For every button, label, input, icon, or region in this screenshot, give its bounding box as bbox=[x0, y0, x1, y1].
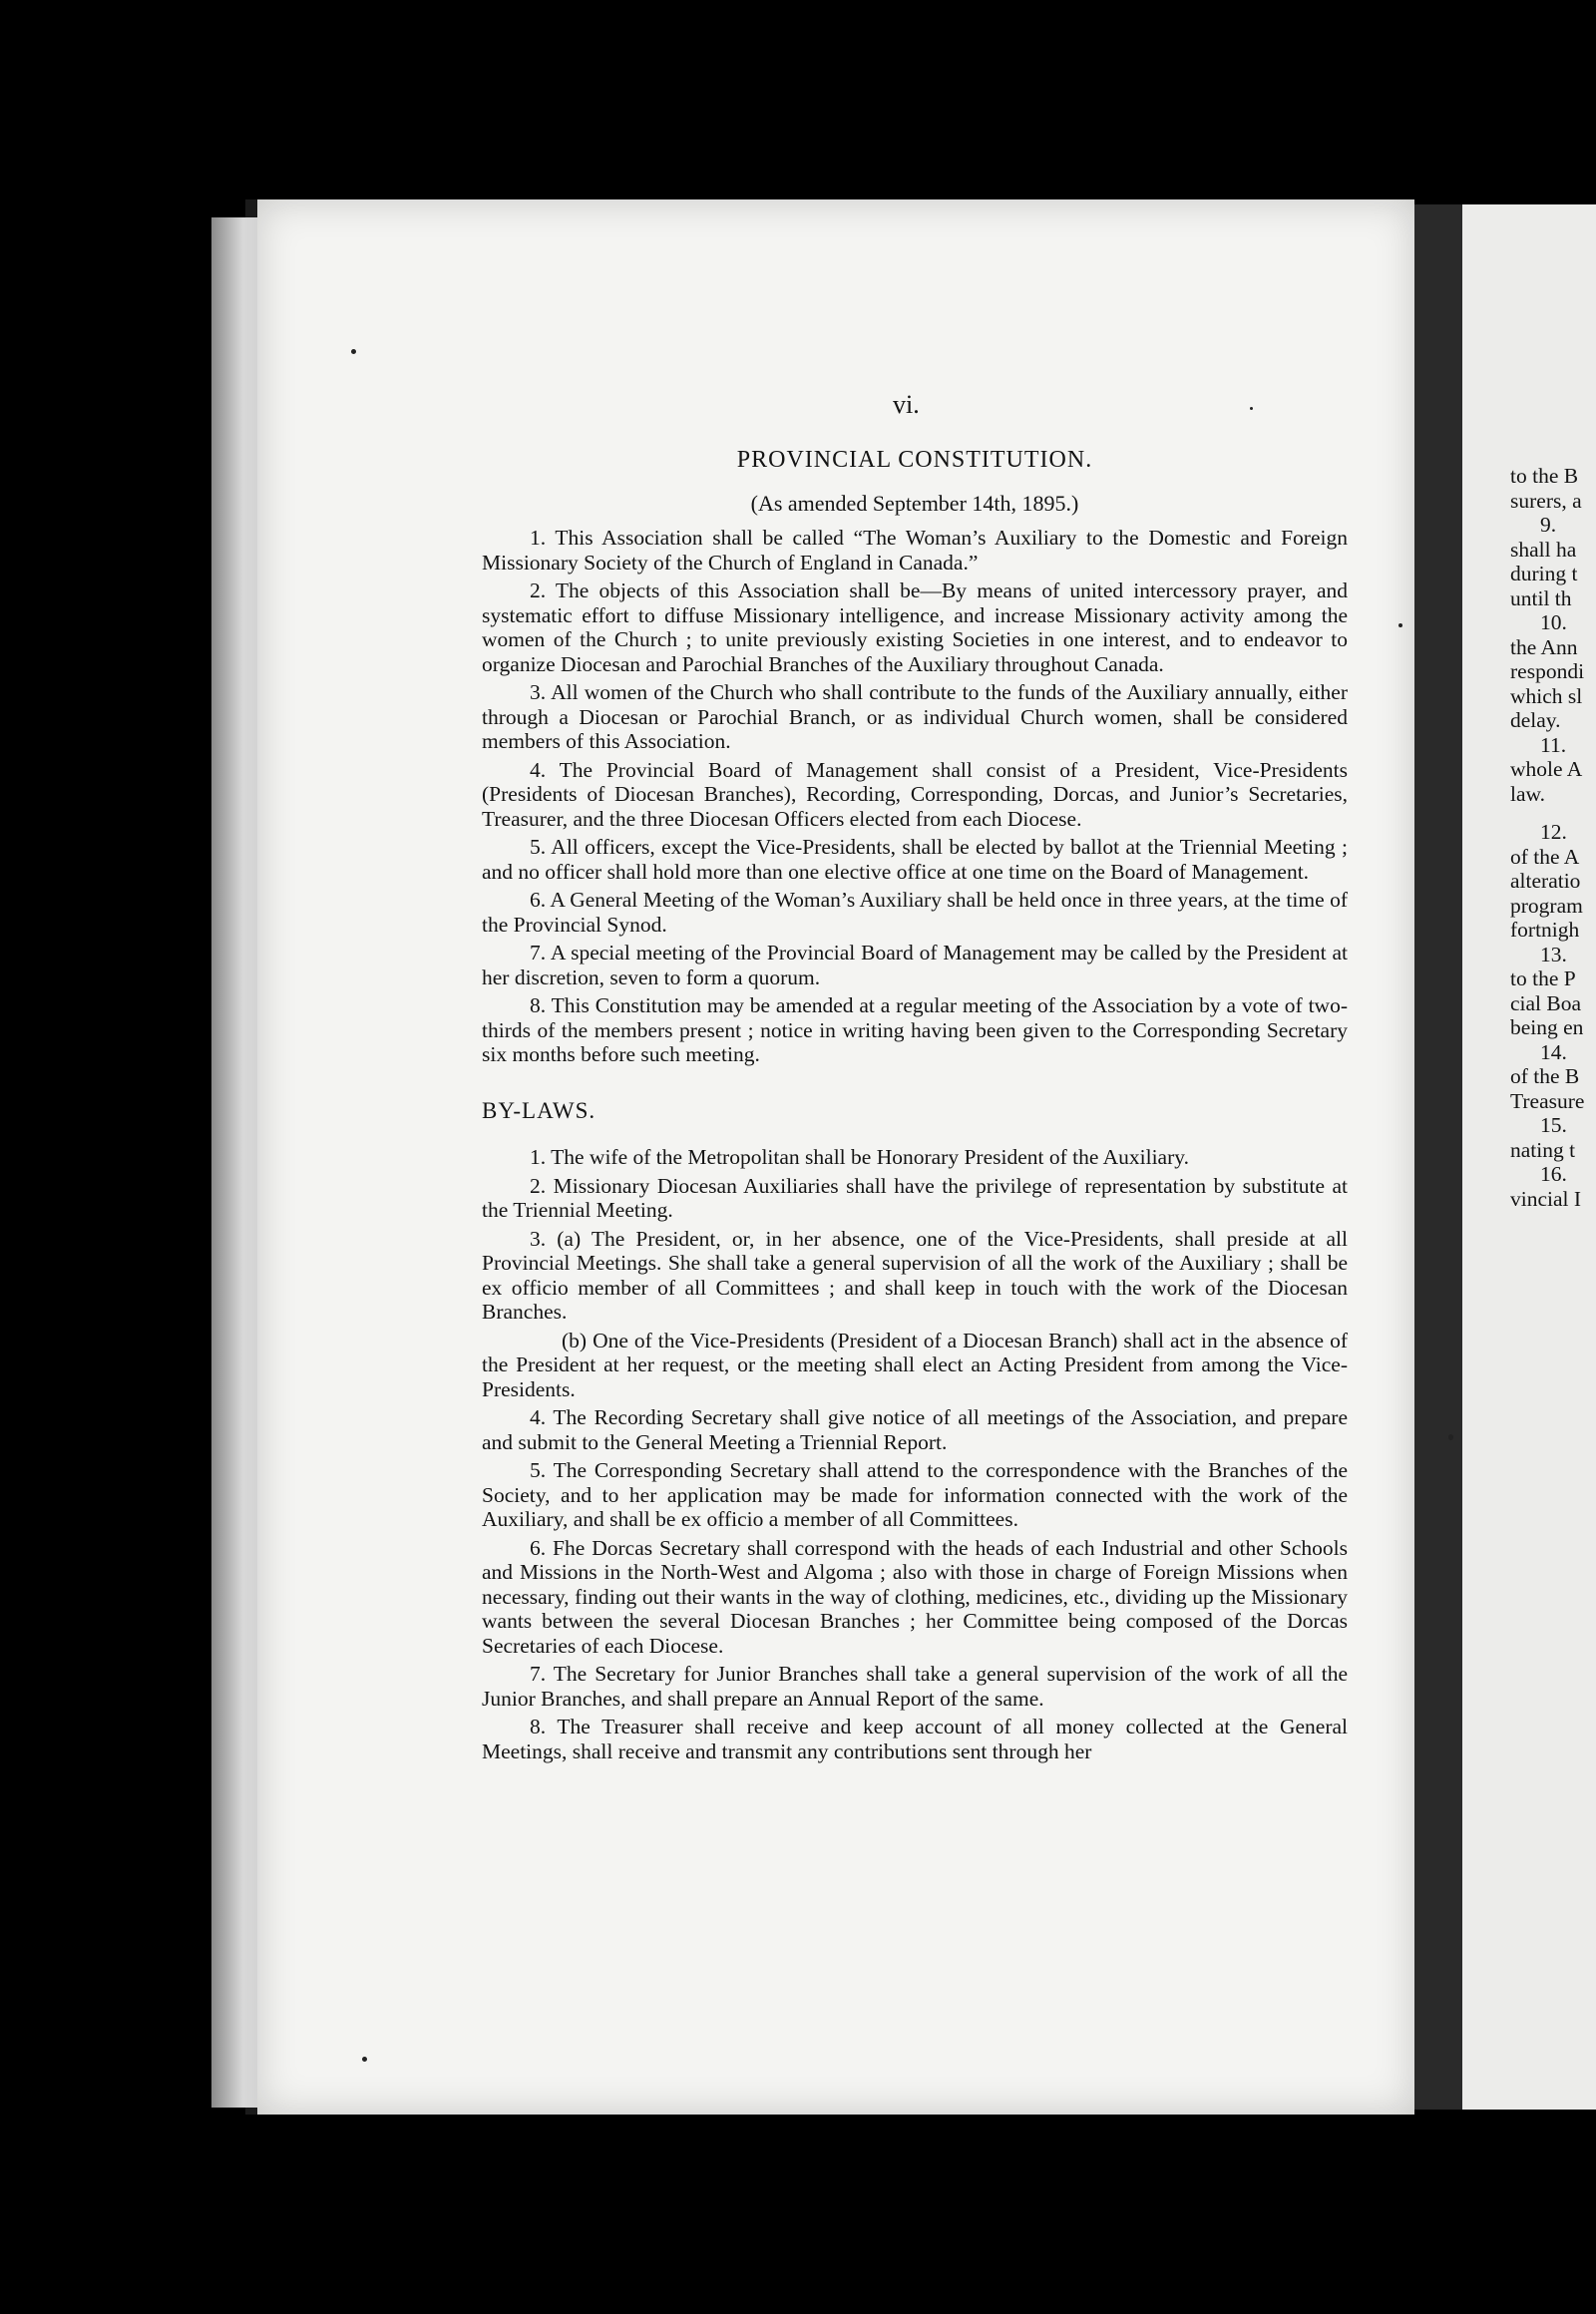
constitution-article: 2. The objects of this Association shall be—By means of united intercessory prayer, and systematic effort to diffuse Missionary intelligence, and increase Missionary activity among the women of the Church ; to unite previously existing Societies in one interest, and to endeavor to organize Diocesan and Parochial Branches of the Auxiliary throughout Canada. bbox=[482, 578, 1348, 676]
facing-page-line: respondi bbox=[1510, 659, 1585, 683]
bylaw-item: (b) One of the Vice-Presidents (President of a Diocesan Branch) shall act in the absence of the President at her request, or the meeting shall elect an Acting President from among the Vice-Presidents. bbox=[482, 1328, 1348, 1401]
constitution-article: 6. A General Meeting of the Woman’s Auxiliary shall be held once in three years, at the time of the Provincial Synod. bbox=[482, 888, 1348, 937]
facing-page-line: 13. bbox=[1540, 942, 1567, 966]
bylaw-item: 7. The Secretary for Junior Branches shall take a general supervision of the work of all the Junior Branches, and shall prepare an Annual Report of the same. bbox=[482, 1662, 1348, 1711]
facing-page-line: 9. bbox=[1540, 513, 1557, 537]
bylaw-item: 5. The Corresponding Secretary shall attend to the correspondence with the Branches of the Society, and to her application may be made for information connected with the work of the Auxiliary, and shall be ex officio a member of all Committees. bbox=[482, 1458, 1348, 1531]
facing-page-line: 12. bbox=[1540, 820, 1567, 844]
page-subtitle: (As amended September 14th, 1895.) bbox=[750, 491, 1079, 516]
facing-page-line: being en bbox=[1510, 1015, 1584, 1039]
facing-page-line: 15. bbox=[1540, 1113, 1567, 1137]
facing-page-line: shall ha bbox=[1510, 537, 1577, 562]
constitution-article: 8. This Constitution may be amended at a regular meeting of the Association by a vote of two-thirds of the members present ; notice in writing having been given to the Corresponding Secretary six months before such meeting. bbox=[482, 993, 1348, 1066]
bylaw-item: 2. Missionary Diocesan Auxiliaries shall have the privilege of representation by substitute at the Triennial Meeting. bbox=[482, 1173, 1348, 1222]
facing-page-line: 16. bbox=[1540, 1162, 1567, 1186]
facing-page-line: to the B bbox=[1510, 464, 1579, 488]
bylaw-item: 1. The wife of the Metropolitan shall be Honorary President of the Auxiliary. bbox=[530, 1145, 1189, 1169]
facing-page-line: of the B bbox=[1510, 1064, 1580, 1088]
bylaw-item: 8. The Treasurer shall receive and keep account of all money collected at the General Meetings, shall receive and transmit any contributions sent through her bbox=[482, 1715, 1348, 1763]
constitution-article: 4. The Provincial Board of Management shall consist of a President, Vice-Presidents (Presidents of Diocesan Branches), Recording, Corresponding, Dorcas, and Junior’s Secretaries, Treasurer, and the three Diocesan Officers elected from each Diocese. bbox=[482, 757, 1348, 831]
facing-page-line: delay. bbox=[1510, 708, 1561, 732]
document-body bbox=[482, 526, 1348, 1767]
bylaw-item: 4. The Recording Secretary shall give notice of all meetings of the Association, and prepare and submit to the General Meeting a Triennial Report. bbox=[482, 1405, 1348, 1454]
facing-page-line: to the P bbox=[1510, 966, 1576, 990]
facing-page-line: the Ann bbox=[1510, 634, 1578, 659]
facing-page-line: whole A bbox=[1510, 757, 1583, 781]
facing-page-line: which sl bbox=[1510, 683, 1583, 708]
constitution-article: 7. A special meeting of the Provincial Board of Management may be called by the President at her discretion, seven to form a quorum. bbox=[482, 941, 1348, 989]
scan-speck bbox=[351, 349, 356, 354]
facing-page-line: fortnigh bbox=[1510, 918, 1580, 942]
book-gutter-shadow bbox=[1414, 204, 1462, 2110]
facing-page-line: of the A bbox=[1510, 844, 1580, 869]
facing-page-line: until th bbox=[1510, 585, 1572, 610]
constitution-article: 1. This Association shall be called “The Woman’s Auxiliary to the Domestic and Foreign Missionary Society of the Church of England in Canada.” bbox=[482, 526, 1348, 575]
facing-page-line: law. bbox=[1510, 781, 1546, 806]
scan-speck bbox=[1448, 1434, 1453, 1440]
facing-page-gap bbox=[1510, 806, 1596, 820]
facing-page-line: program bbox=[1510, 893, 1583, 918]
bylaws-heading: BY-LAWS. bbox=[482, 1097, 597, 1123]
page-title: PROVINCIAL CONSTITUTION. bbox=[736, 447, 1093, 473]
facing-page-line: during t bbox=[1510, 562, 1578, 585]
bylaw-item: 6. Fhe Dorcas Secretary shall correspond with the heads of each Industrial and other Schools and Missions in the North-West and Algoma ; also with those in charge of Foreign Missions when necessary, finding out their wants in the way of clothing, medicines, etc., dividing up the Missionary wants between the several Diocesan Branches ; her Committee being composed of the Dorcas Secretaries of each Diocese. bbox=[482, 1535, 1348, 1658]
facing-page-line: cial Boa bbox=[1510, 990, 1582, 1015]
facing-page-line: Treasure bbox=[1510, 1088, 1585, 1113]
page-number: vi. bbox=[893, 390, 920, 419]
scan-speck bbox=[362, 2057, 367, 2062]
scan-speck bbox=[1250, 407, 1253, 410]
facing-page-line: 14. bbox=[1540, 1039, 1567, 1064]
constitution-article: 3. All women of the Church who shall contribute to the funds of the Auxiliary annually, either through a Diocesan or Parochial Branch, or as individual Church women, shall be considered members of this Association. bbox=[482, 680, 1348, 753]
facing-page-line: 10. bbox=[1540, 610, 1567, 634]
bylaw-item: 3. (a) The President, or, in her absence, one of the Vice-Presidents, shall preside at all Provincial Meetings. She shall take a general supervision of all the work of the Auxiliary ; shall be ex officio member of all Committees ; and shall keep in touch with the work of the Diocesan Branches. bbox=[482, 1226, 1348, 1324]
facing-page-line: surers, a bbox=[1510, 488, 1582, 513]
facing-page-line: nating t bbox=[1510, 1137, 1576, 1162]
scan-speck bbox=[1398, 623, 1402, 627]
constitution-article: 5. All officers, except the Vice-Presidents, shall be elected by ballot at the Triennial Meeting ; and no officer shall hold more than one elective office at one time on the Board of Management. bbox=[482, 835, 1348, 884]
facing-page-text bbox=[1510, 464, 1596, 1211]
facing-page-line: 11. bbox=[1540, 732, 1567, 757]
facing-page-line: vincial I bbox=[1510, 1186, 1582, 1211]
facing-page-line: alteratio bbox=[1510, 869, 1581, 893]
